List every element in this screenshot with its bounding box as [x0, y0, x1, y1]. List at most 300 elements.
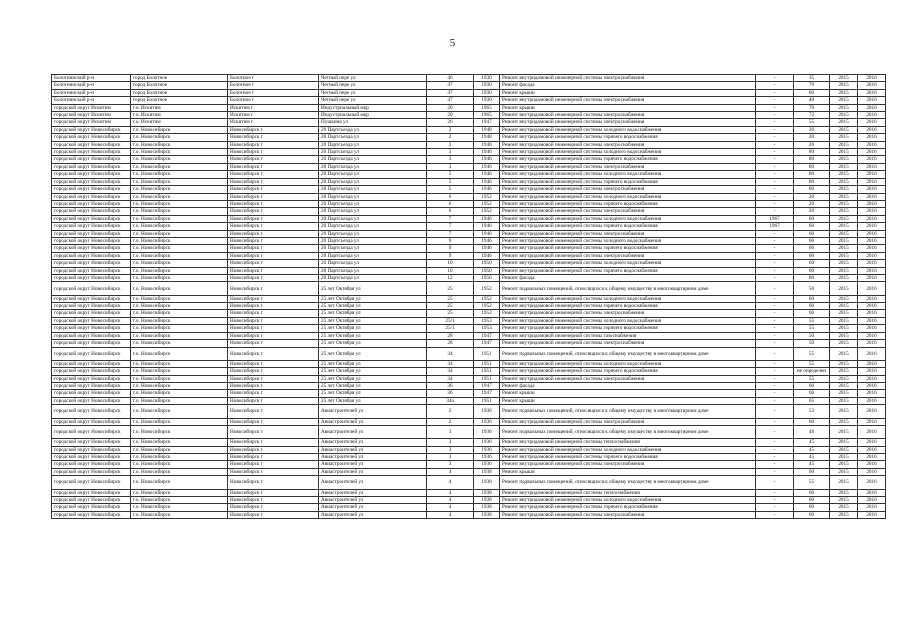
start-year-cell: 2015: [830, 82, 858, 89]
extra-cell: -: [756, 317, 794, 324]
cost-cell: 70: [794, 104, 830, 111]
locality-cell: Новосибирск г: [228, 156, 319, 163]
locality-cell: Новосибирск г: [228, 368, 319, 375]
settlement-cell: г.о. Новосибирск: [131, 126, 228, 133]
district-cell: городской округ Новосибирск: [52, 267, 131, 274]
settlement-cell: г.о. Новосибирск: [131, 134, 228, 141]
start-year-cell: 2015: [830, 375, 858, 382]
house-number-cell: 34: [427, 347, 474, 360]
locality-cell: Болотное г: [228, 89, 319, 96]
work-type-cell: Ремонт внутридомовой инженерной системы холодного водоснабжения: [500, 360, 756, 367]
locality-cell: Новосибирск г: [228, 325, 319, 332]
extra-cell: 1967: [756, 223, 794, 230]
build-year-cell: 1938: [474, 489, 500, 496]
street-cell: 25 лет Октября ул: [319, 332, 427, 339]
cost-cell: не определен: [794, 368, 830, 375]
locality-cell: Новосибирск г: [228, 282, 319, 295]
street-cell: Авиастроителей ул: [319, 496, 427, 503]
table-row: [52, 260, 886, 267]
start-year-cell: 2015: [830, 260, 858, 267]
end-year-cell: 2016: [858, 126, 886, 133]
table-row: [52, 112, 886, 119]
district-cell: городской округ Новосибирск: [52, 223, 131, 230]
end-year-cell: 2016: [858, 163, 886, 170]
end-year-cell: 2016: [858, 360, 886, 367]
house-number-cell: 34: [427, 360, 474, 367]
settlement-cell: г.о. Новосибирск: [131, 405, 228, 418]
build-year-cell: 1947: [474, 383, 500, 390]
district-cell: городской округ Искитим: [52, 112, 131, 119]
house-number-cell: 2: [427, 126, 474, 133]
table-row: [52, 230, 886, 237]
district-cell: городской округ Новосибирск: [52, 317, 131, 324]
settlement-cell: г.о. Новосибирск: [131, 446, 228, 453]
end-year-cell: 2016: [858, 418, 886, 425]
extra-cell: -: [756, 511, 794, 518]
district-cell: городской округ Новосибирск: [52, 347, 131, 360]
cost-cell: 20: [794, 134, 830, 141]
house-number-cell: 10: [427, 260, 474, 267]
cost-cell: 45: [794, 461, 830, 468]
settlement-cell: г.о. Новосибирск: [131, 504, 228, 511]
end-year-cell: 2016: [858, 347, 886, 360]
table-row: [52, 303, 886, 310]
table-row: [52, 252, 886, 259]
house-number-cell: 25/1: [427, 325, 474, 332]
district-cell: Болотнинский р-н: [52, 97, 131, 104]
start-year-cell: 2015: [830, 237, 858, 244]
build-year-cell: 1948: [474, 126, 500, 133]
cost-cell: 60: [794, 511, 830, 518]
cost-cell: 60: [794, 504, 830, 511]
work-type-cell: Ремонт крыши: [500, 104, 756, 111]
work-type-cell: Ремонт фасада: [500, 82, 756, 89]
work-type-cell: Ремонт крыши: [500, 468, 756, 475]
cost-cell: 55: [794, 375, 830, 382]
settlement-cell: г.о. Новосибирск: [131, 295, 228, 302]
extra-cell: -: [756, 347, 794, 360]
settlement-cell: г.о. Новосибирск: [131, 347, 228, 360]
work-type-cell: Ремонт крыши: [500, 390, 756, 397]
cost-cell: 50: [794, 340, 830, 347]
district-cell: городской округ Новосибирск: [52, 252, 131, 259]
build-year-cell: 1952: [474, 193, 500, 200]
start-year-cell: 2015: [830, 347, 858, 360]
extra-cell: -: [756, 178, 794, 185]
start-year-cell: 2015: [830, 461, 858, 468]
locality-cell: Искитим г: [228, 104, 319, 111]
work-type-cell: Ремонт внутридомовой инженерной системы холодного водоснабжения: [500, 496, 756, 503]
build-year-cell: 1936: [474, 425, 500, 438]
cost-cell: 45: [794, 439, 830, 446]
locality-cell: Новосибирск г: [228, 303, 319, 310]
build-year-cell: 1936: [474, 461, 500, 468]
end-year-cell: 2016: [858, 390, 886, 397]
end-year-cell: 2016: [858, 208, 886, 215]
start-year-cell: 2015: [830, 97, 858, 104]
street-cell: Четный пере ул: [319, 97, 427, 104]
extra-cell: -: [756, 141, 794, 148]
street-cell: Авиастроителей ул: [319, 489, 427, 496]
house-number-cell: 3: [427, 156, 474, 163]
start-year-cell: 2015: [830, 186, 858, 193]
work-type-cell: Ремонт подвальных помещений, относящихся к общему имуществу в многоквартирном доме: [500, 347, 756, 360]
build-year-cell: 1938: [474, 476, 500, 489]
street-cell: 20 Партсъезда ул: [319, 141, 427, 148]
locality-cell: Новосибирск г: [228, 223, 319, 230]
house-number-cell: 4: [427, 476, 474, 489]
extra-cell: -: [756, 360, 794, 367]
street-cell: 25 лет Октября ул: [319, 310, 427, 317]
district-cell: городской округ Новосибирск: [52, 237, 131, 244]
end-year-cell: 2016: [858, 119, 886, 126]
start-year-cell: 2015: [830, 267, 858, 274]
extra-cell: -: [756, 260, 794, 267]
settlement-cell: город Болотное: [131, 89, 228, 96]
end-year-cell: 2016: [858, 89, 886, 96]
cost-cell: 20: [794, 200, 830, 207]
locality-cell: Новосибирск г: [228, 489, 319, 496]
work-type-cell: Ремонт внутридомовой инженерной системы горячего водоснабжения: [500, 325, 756, 332]
work-type-cell: Ремонт внутридомовой инженерной системы холодного водоснабжения: [500, 317, 756, 324]
street-cell: 25 лет Октября ул: [319, 383, 427, 390]
table-row: [52, 390, 886, 397]
district-cell: городской округ Новосибирск: [52, 310, 131, 317]
start-year-cell: 2015: [830, 317, 858, 324]
district-cell: городской округ Новосибирск: [52, 295, 131, 302]
start-year-cell: 2015: [830, 156, 858, 163]
work-type-cell: Ремонт внутридомовой инженерной системы горячего водоснабжения: [500, 156, 756, 163]
street-cell: 20 Партсъезда ул: [319, 237, 427, 244]
district-cell: городской округ Новосибирск: [52, 504, 131, 511]
locality-cell: Болотное г: [228, 75, 319, 82]
settlement-cell: г.о. Новосибирск: [131, 303, 228, 310]
locality-cell: Новосибирск г: [228, 267, 319, 274]
cost-cell: 60: [794, 245, 830, 252]
settlement-cell: г.о. Новосибирск: [131, 282, 228, 295]
end-year-cell: 2016: [858, 340, 886, 347]
build-year-cell: 1946: [474, 178, 500, 185]
start-year-cell: 2015: [830, 303, 858, 310]
locality-cell: Новосибирск г: [228, 347, 319, 360]
work-type-cell: Ремонт фасада: [500, 274, 756, 281]
locality-cell: Новосибирск г: [228, 425, 319, 438]
end-year-cell: 2016: [858, 215, 886, 222]
work-type-cell: Ремонт подвальных помещений, относящихся к общему имуществу в многоквартирном доме: [500, 476, 756, 489]
locality-cell: Новосибирск г: [228, 252, 319, 259]
locality-cell: Болотное г: [228, 97, 319, 104]
district-cell: городской округ Искитим: [52, 104, 131, 111]
start-year-cell: 2015: [830, 340, 858, 347]
locality-cell: Новосибирск г: [228, 496, 319, 503]
district-cell: городской округ Новосибирск: [52, 468, 131, 475]
street-cell: 20 Партсъезда ул: [319, 274, 427, 281]
build-year-cell: 1952: [474, 200, 500, 207]
street-cell: 25 лет Октября ул: [319, 347, 427, 360]
house-number-cell: 25: [427, 303, 474, 310]
locality-cell: Новосибирск г: [228, 468, 319, 475]
build-year-cell: 1936: [474, 446, 500, 453]
extra-cell: -: [756, 230, 794, 237]
locality-cell: Новосибирск г: [228, 237, 319, 244]
extra-cell: -: [756, 119, 794, 126]
settlement-cell: г.о. Новосибирск: [131, 325, 228, 332]
extra-cell: -: [756, 468, 794, 475]
house-number-cell: 2: [427, 405, 474, 418]
settlement-cell: город Болотное: [131, 82, 228, 89]
end-year-cell: 2016: [858, 303, 886, 310]
street-cell: 20 Партсъезда ул: [319, 178, 427, 185]
start-year-cell: 2015: [830, 215, 858, 222]
extra-cell: -: [756, 156, 794, 163]
extra-cell: -: [756, 237, 794, 244]
end-year-cell: 2016: [858, 223, 886, 230]
street-cell: 20 Партсъезда ул: [319, 149, 427, 156]
street-cell: 20 Партсъезда ул: [319, 245, 427, 252]
build-year-cell: 1950: [474, 267, 500, 274]
street-cell: 20 Партсъезда ул: [319, 156, 427, 163]
start-year-cell: 2015: [830, 230, 858, 237]
end-year-cell: 2016: [858, 274, 886, 281]
extra-cell: -: [756, 303, 794, 310]
settlement-cell: г.о. Искитим: [131, 104, 228, 111]
street-cell: 20 Партсъезда ул: [319, 171, 427, 178]
street-cell: 25 лет Октября ул: [319, 368, 427, 375]
work-type-cell: Ремонт крыши: [500, 89, 756, 96]
locality-cell: Новосибирск г: [228, 141, 319, 148]
district-cell: городской округ Новосибирск: [52, 200, 131, 207]
work-type-cell: Ремонт внутридомовой инженерной системы горячего водоснабжения: [500, 134, 756, 141]
settlement-cell: г.о. Новосибирск: [131, 383, 228, 390]
street-cell: Пушкина ул: [319, 119, 427, 126]
house-number-cell: 47: [427, 97, 474, 104]
house-number-cell: 6: [427, 200, 474, 207]
table-row: [52, 347, 886, 360]
end-year-cell: 2016: [858, 383, 886, 390]
locality-cell: Новосибирск г: [228, 178, 319, 185]
build-year-cell: 1947: [474, 340, 500, 347]
table-row: [52, 282, 886, 295]
work-type-cell: Ремонт внутридомовой инженерной системы горячего водоснабжения: [500, 178, 756, 185]
district-cell: городской округ Новосибирск: [52, 171, 131, 178]
build-year-cell: 1951: [474, 347, 500, 360]
district-cell: городской округ Новосибирск: [52, 405, 131, 418]
settlement-cell: г.о. Новосибирск: [131, 360, 228, 367]
settlement-cell: г.о. Новосибирск: [131, 156, 228, 163]
build-year-cell: 1952: [474, 208, 500, 215]
street-cell: 25 лет Октября ул: [319, 303, 427, 310]
table-row: [52, 223, 886, 230]
extra-cell: -: [756, 368, 794, 375]
district-cell: городской округ Новосибирск: [52, 446, 131, 453]
locality-cell: Болотное г: [228, 82, 319, 89]
work-type-cell: Ремонт внутридомовой инженерной системы холодного водоснабжения: [500, 446, 756, 453]
build-year-cell: 1951: [474, 397, 500, 404]
end-year-cell: 2016: [858, 97, 886, 104]
extra-cell: -: [756, 171, 794, 178]
cost-cell: 80: [794, 178, 830, 185]
work-type-cell: Ремонт внутридомовой инженерной системы газоснабжения: [500, 332, 756, 339]
extra-cell: -: [756, 504, 794, 511]
street-cell: 25 лет Октября ул: [319, 360, 427, 367]
cost-cell: 55: [794, 317, 830, 324]
locality-cell: Новосибирск г: [228, 390, 319, 397]
street-cell: Четный пере ул: [319, 75, 427, 82]
district-cell: Болотнинский р-н: [52, 89, 131, 96]
work-type-cell: Ремонт внутридомовой инженерной системы электроснабжения: [500, 163, 756, 170]
cost-cell: 60: [794, 260, 830, 267]
table-row: [52, 126, 886, 133]
locality-cell: Новосибирск г: [228, 418, 319, 425]
settlement-cell: г.о. Новосибирск: [131, 476, 228, 489]
table-row: [52, 97, 886, 104]
locality-cell: Новосибирск г: [228, 317, 319, 324]
street-cell: 20 Партсъезда ул: [319, 267, 427, 274]
table-row: [52, 215, 886, 222]
extra-cell: -: [756, 252, 794, 259]
street-cell: Индустриальный мкр: [319, 104, 427, 111]
build-year-cell: 1930: [474, 97, 500, 104]
settlement-cell: г.о. Новосибирск: [131, 332, 228, 339]
settlement-cell: г.о. Новосибирск: [131, 340, 228, 347]
cost-cell: 80: [794, 156, 830, 163]
build-year-cell: 1946: [474, 237, 500, 244]
table-row: [52, 134, 886, 141]
extra-cell: -: [756, 134, 794, 141]
cost-cell: 60: [794, 303, 830, 310]
work-type-cell: Ремонт подвальных помещений, относящихся к общему имуществу в многоквартирном доме: [500, 425, 756, 438]
street-cell: 20 Партсъезда ул: [319, 186, 427, 193]
house-number-cell: 28: [427, 332, 474, 339]
street-cell: 25 лет Октября ул: [319, 340, 427, 347]
house-number-cell: 34: [427, 368, 474, 375]
build-year-cell: 1952: [474, 310, 500, 317]
locality-cell: Новосибирск г: [228, 454, 319, 461]
table-row: [52, 418, 886, 425]
build-year-cell: 1951: [474, 375, 500, 382]
cost-cell: 80: [794, 149, 830, 156]
extra-cell: -: [756, 186, 794, 193]
extra-cell: -: [756, 245, 794, 252]
house-number-cell: 47: [427, 89, 474, 96]
table-row: [52, 104, 886, 111]
house-number-cell: 20: [427, 104, 474, 111]
end-year-cell: 2016: [858, 317, 886, 324]
extra-cell: -: [756, 104, 794, 111]
locality-cell: Новосибирск г: [228, 208, 319, 215]
district-cell: городской округ Новосибирск: [52, 397, 131, 404]
locality-cell: Новосибирск г: [228, 439, 319, 446]
work-type-cell: Ремонт внутридомовой инженерной системы электроснабжения: [500, 252, 756, 259]
house-number-cell: 4: [427, 511, 474, 518]
start-year-cell: 2015: [830, 245, 858, 252]
house-number-cell: 28: [427, 340, 474, 347]
extra-cell: -: [756, 476, 794, 489]
cost-cell: 72: [794, 112, 830, 119]
work-type-cell: Ремонт внутридомовой инженерной системы электроснабжения: [500, 418, 756, 425]
extra-cell: -: [756, 126, 794, 133]
work-type-cell: Ремонт внутридомовой инженерной системы электроснабжения: [500, 461, 756, 468]
table-row: [52, 340, 886, 347]
table-row: [52, 360, 886, 367]
settlement-cell: г.о. Новосибирск: [131, 454, 228, 461]
build-year-cell: 1951: [474, 360, 500, 367]
locality-cell: Новосибирск г: [228, 332, 319, 339]
house-number-cell: 3: [427, 461, 474, 468]
extra-cell: -: [756, 82, 794, 89]
extra-cell: -: [756, 267, 794, 274]
district-cell: городской округ Новосибирск: [52, 325, 131, 332]
locality-cell: Новосибирск г: [228, 186, 319, 193]
build-year-cell: 1946: [474, 252, 500, 259]
build-year-cell: 1930: [474, 82, 500, 89]
extra-cell: -: [756, 454, 794, 461]
start-year-cell: 2015: [830, 126, 858, 133]
end-year-cell: 2016: [858, 237, 886, 244]
district-cell: городской округ Новосибирск: [52, 215, 131, 222]
street-cell: 20 Партсъезда ул: [319, 208, 427, 215]
work-type-cell: Ремонт внутридомовой инженерной системы горячего водоснабжения: [500, 454, 756, 461]
extra-cell: -: [756, 112, 794, 119]
cost-cell: 50: [794, 282, 830, 295]
start-year-cell: 2015: [830, 454, 858, 461]
street-cell: 25 лет Октября ул: [319, 295, 427, 302]
start-year-cell: 2015: [830, 163, 858, 170]
district-cell: городской округ Новосибирск: [52, 303, 131, 310]
district-cell: городской округ Новосибирск: [52, 230, 131, 237]
extra-cell: -: [756, 274, 794, 281]
build-year-cell: 1948: [474, 141, 500, 148]
table-row: [52, 295, 886, 302]
start-year-cell: 2015: [830, 405, 858, 418]
work-type-cell: Ремонт внутридомовой инженерной системы холодного водоснабжения: [500, 215, 756, 222]
house-number-cell: 3: [427, 439, 474, 446]
table-row: [52, 368, 886, 375]
start-year-cell: 2015: [830, 489, 858, 496]
end-year-cell: 2016: [858, 496, 886, 503]
work-type-cell: Ремонт фасада: [500, 383, 756, 390]
end-year-cell: 2016: [858, 461, 886, 468]
end-year-cell: 2016: [858, 186, 886, 193]
work-type-cell: Ремонт внутридомовой инженерной системы теплоснабжения: [500, 489, 756, 496]
district-cell: городской округ Новосибирск: [52, 340, 131, 347]
locality-cell: Новосибирск г: [228, 230, 319, 237]
start-year-cell: 2015: [830, 446, 858, 453]
cost-cell: 60: [794, 468, 830, 475]
settlement-cell: г.о. Новосибирск: [131, 489, 228, 496]
work-type-cell: Ремонт внутридомовой инженерной системы холодного водоснабжения: [500, 193, 756, 200]
house-number-cell: 9: [427, 245, 474, 252]
cost-cell: 20: [794, 208, 830, 215]
end-year-cell: 2016: [858, 397, 886, 404]
street-cell: Авиастроителей ул: [319, 446, 427, 453]
settlement-cell: г.о. Искитим: [131, 119, 228, 126]
table-row: [52, 317, 886, 324]
build-year-cell: 1936: [474, 454, 500, 461]
house-number-cell: 2: [427, 418, 474, 425]
work-type-cell: Ремонт внутридомовой инженерной системы электроснабжения: [500, 230, 756, 237]
extra-cell: -: [756, 496, 794, 503]
table-row: [52, 156, 886, 163]
cost-cell: 55: [794, 476, 830, 489]
settlement-cell: г.о. Новосибирск: [131, 208, 228, 215]
work-type-cell: Ремонт внутридомовой инженерной системы горячего водоснабжения: [500, 368, 756, 375]
start-year-cell: 2015: [830, 208, 858, 215]
locality-cell: Новосибирск г: [228, 134, 319, 141]
extra-cell: -: [756, 439, 794, 446]
district-cell: городской округ Новосибирск: [52, 390, 131, 397]
house-number-cell: 2: [427, 141, 474, 148]
